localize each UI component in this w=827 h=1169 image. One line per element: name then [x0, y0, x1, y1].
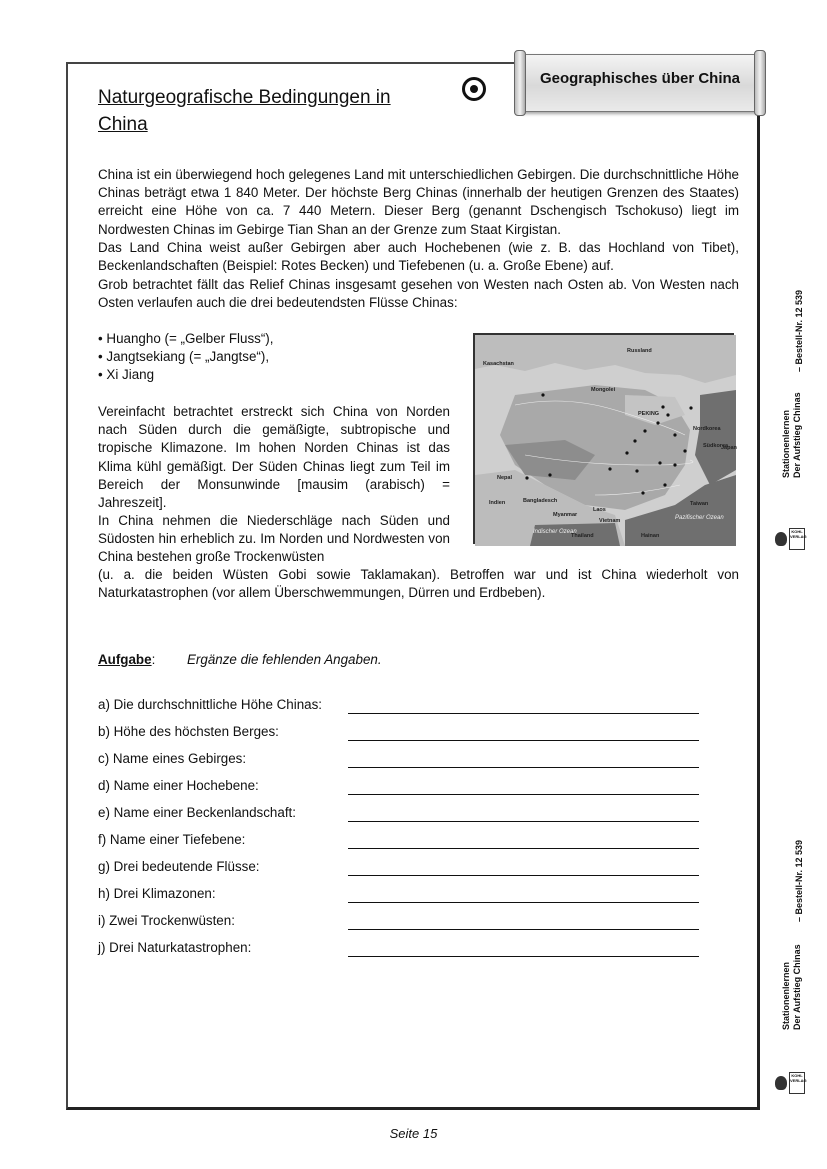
map-label-russland: Russland: [627, 348, 652, 354]
task-instruction: Ergänze die fehlenden Angaben.: [187, 652, 382, 667]
question-b: b) Höhe des höchsten Berges:: [98, 724, 279, 739]
map-label-bangladesch: Bangladesch: [523, 498, 558, 504]
page-title: Naturgeografische Bedingungen in China: [98, 87, 391, 135]
paragraph-1: China ist ein überwiegend hoch gelegenes Land mit unterschiedlichen Gebirgen. Die durchschnittliche Höhe Chinas beträgt etwa 1 840 Meter. Der höchste Berg Chinas (innerhalb der heutigen Grenzen des Staates) erreicht eine Höhe von ca. 7 440 Metern. Dieser Berg (genannt Dschengisch Tschokuso) liegt im Nordwesten Chinas im Gebirge Tian Shan an der Grenze zum Staat Kirgistan.: [98, 167, 739, 237]
task-colon: :: [151, 652, 156, 667]
sidebar-book-title: Der Aufstieg Chinas: [792, 944, 802, 1030]
publisher-badge: KOHL VERLAG: [789, 1072, 805, 1094]
answer-line-j[interactable]: [348, 942, 699, 957]
map-label-indien: Indien: [489, 500, 506, 506]
question-f: f) Name einer Tiefebene:: [98, 832, 246, 847]
answer-line-f[interactable]: [348, 834, 699, 849]
river-list: [98, 330, 273, 385]
map-label-myanmar: Myanmar: [553, 512, 578, 518]
question-c: c) Name eines Gebirges:: [98, 751, 247, 766]
answer-line-i[interactable]: [348, 915, 699, 930]
map-label-nepal: Nepal: [497, 475, 512, 481]
map-label-peking: PEKING: [638, 411, 660, 417]
question-j: j) Drei Naturkatastrophen:: [98, 940, 252, 955]
answer-line-g[interactable]: [348, 861, 699, 876]
china-relief-map: [473, 333, 737, 544]
task-heading: [98, 652, 382, 667]
map-label-taiwan: Taiwan: [690, 501, 709, 507]
sidebar-series-title: Stationenlernen: [781, 409, 791, 478]
map-label-kasachstan: Kasachstan: [483, 361, 514, 367]
question-h: h) Drei Klimazonen:: [98, 886, 216, 901]
paragraph-5a: In China nehmen die Niederschläge nach Süden und Südosten hin erheblich zu. Im Norden und Nordwesten von China bestehen große Trockenwüsten: [98, 513, 450, 565]
map-label-japan: Japan: [721, 445, 737, 451]
sidebar-book-title: Der Aufstieg Chinas: [792, 392, 802, 478]
answer-line-c[interactable]: [348, 753, 699, 768]
answer-line-e[interactable]: [348, 807, 699, 822]
tree-icon: [775, 532, 787, 546]
target-icon: [462, 77, 486, 101]
map-label-mongolei: Mongolei: [591, 387, 616, 393]
question-d: d) Name einer Hochebene:: [98, 778, 259, 793]
map-label-suedkorea: Südkorea: [703, 443, 729, 449]
map-label-vietnam: Vietnam: [599, 518, 621, 524]
paragraph-5b: (u. a. die beiden Wüsten Gobi sowie Taklamakan). Betroffen war und ist China wiederholt von Naturkatastrophen (vor allem Überschwemmungen, Dürren und Erdbeben).: [98, 567, 739, 601]
answer-line-d[interactable]: [348, 780, 699, 795]
publisher-badge: KOHL VERLAG: [789, 528, 805, 550]
paragraph-4: Vereinfacht betrachtet erstreckt sich China von Norden nach Süden durch die gemäßigte, subtropische und tropische Klimazone. Im hohen Norden Chinas ist das Klima kühl gemäßigt. Der Süden Chinas liegt zum Teil im Bereich der Monsunwinde [mausim (arabisch) = Jahreszeit].: [98, 404, 450, 511]
answer-line-h[interactable]: [348, 888, 699, 903]
question-i: i) Zwei Trockenwüsten:: [98, 913, 235, 928]
publisher-logo: [775, 528, 805, 550]
question-g: g) Drei bedeutende Flüsse:: [98, 859, 260, 874]
answer-line-b[interactable]: [348, 726, 699, 741]
sidebar-order-number: – Bestell-Nr. 12 539: [794, 289, 804, 372]
task-label: Aufgabe: [98, 652, 152, 667]
scroll-title: Geographisches über China: [539, 70, 741, 87]
map-label-thailand: Thailand: [571, 533, 594, 539]
river-item: • Xi Jiang: [98, 367, 155, 383]
map-label-indischer-ozean: Indischer Ozean: [533, 529, 577, 535]
river-item: • Jangtsekiang (= „Jangtse“),: [98, 349, 270, 365]
page-number: Seite 15: [389, 1126, 438, 1141]
map-label-nordkorea: Nordkorea: [693, 426, 721, 432]
question-e: e) Name einer Beckenlandschaft:: [98, 805, 296, 820]
sidebar-series-title: Stationenlernen: [781, 961, 791, 1030]
map-label-laos: Laos: [593, 507, 606, 513]
river-item: • Huangho (= „Gelber Fluss“),: [98, 331, 274, 346]
header-scroll-banner: [514, 50, 766, 116]
question-a: a) Die durchschnittliche Höhe Chinas:: [98, 697, 323, 712]
sidebar-order-number: – Bestell-Nr. 12 539: [794, 839, 804, 922]
answer-line-a[interactable]: [348, 699, 699, 714]
tree-icon: [775, 1076, 787, 1090]
paragraph-2: Das Land China weist außer Gebirgen aber auch Hochebenen (wie z. B. das Hochland von Tibet), Beckenlandschaften (Beispiel: Rotes Becken) und Tiefebenen (u. a. Große Ebene) auf.: [98, 240, 739, 274]
map-label-pazifischer-ozean: Pazifischer Ozean: [675, 515, 724, 521]
paragraph-3: Grob betrachtet fällt das Relief Chinas insgesamt gesehen von Westen nach Osten ab. Von Westen nach Osten verlaufen auch die drei bedeutendsten Flüsse Chinas:: [98, 277, 739, 311]
map-label-hainan: Hainan: [641, 533, 660, 539]
publisher-logo: [775, 1072, 805, 1094]
